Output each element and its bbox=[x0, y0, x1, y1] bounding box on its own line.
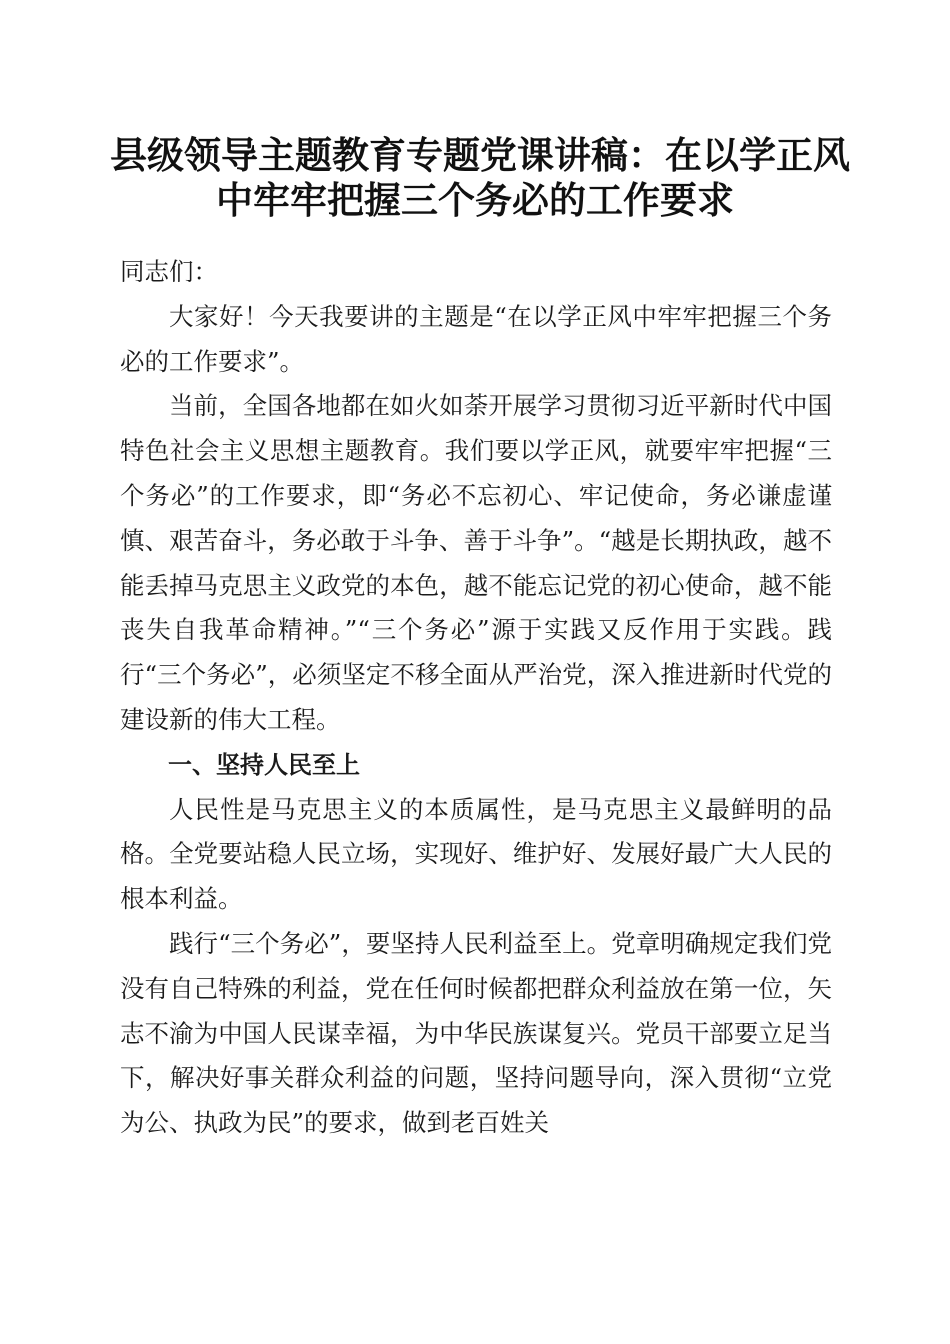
section-paragraph: 人民性是马克思主义的本质属性，是马克思主义最鲜明的品格。全党要站稳人民立场，实现好、维护好、发展好最广大人民的根本利益。 bbox=[120, 794, 832, 914]
paragraph-intro: 当前，全国各地都在如火如荼开展学习贯彻习近平新时代中国特色社会主义思想主题教育。我们要以学正风，就要牢牢把握“三个务必”的工作要求，即“务必不忘初心、牢记使命，务必谦虚谨慎、艰苦奋斗，务必敢于斗争、善于斗争”。“越是长期执政，越不能丢掉马克思主义政党的本色，越不能忘记党的初心使命，越不能丧失自我革命精神。”“三个务必”源于实践又反作用于实践。践行“三个务必”，必须坚定不移全面从严治党，深入推进新时代党的建设新的伟大工程。 bbox=[120, 391, 832, 734]
title-line-1: 县级领导主题教育专题党课讲稿：在以学正风 bbox=[110, 134, 850, 177]
title-line-2: 中牢牢把握三个务必的工作要求 bbox=[216, 179, 734, 222]
paragraph-greeting: 大家好！今天我要讲的主题是“在以学正风中牢牢把握三个务必的工作要求”。 bbox=[120, 301, 832, 376]
document-title bbox=[110, 133, 850, 223]
section-heading: 一、坚持人民至上 bbox=[168, 750, 360, 779]
document-body bbox=[120, 250, 832, 1146]
salutation: 同志们： bbox=[120, 257, 218, 286]
section-paragraph: 践行“三个务必”，要坚持人民利益至上。党章明确规定我们党没有自己特殊的利益，党在任何时候都把群众利益放在第一位，矢志不渝为中国人民谋幸福，为中华民族谋复兴。党员干部要立足当下，解决好事关群众利益的问题，坚持问题导向，深入贯彻“立党为公、执政为民”的要求，做到老百姓关 bbox=[120, 928, 832, 1138]
